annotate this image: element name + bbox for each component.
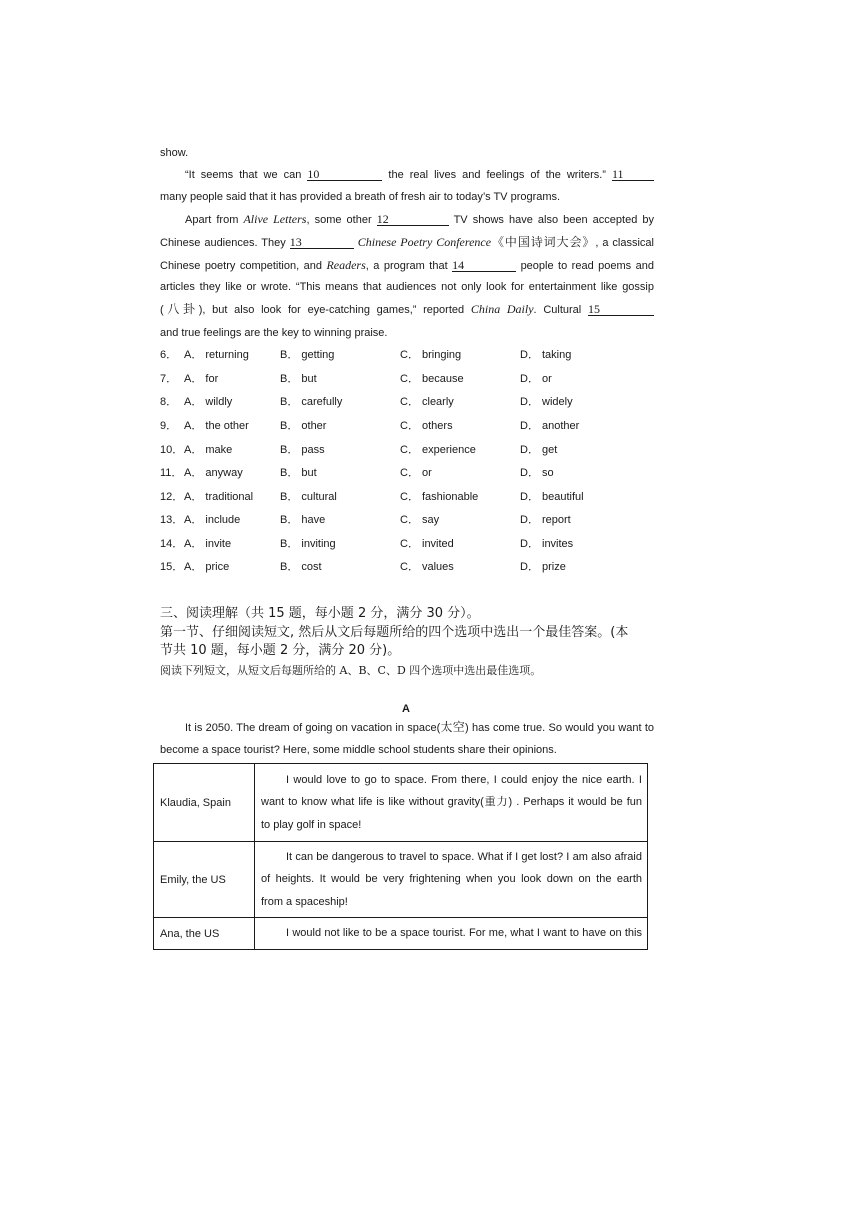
passage-text: ) has come true. So would you want to <box>465 722 654 734</box>
question-13 <box>160 513 660 527</box>
option-c[interactable]: C． because <box>400 373 464 385</box>
passage-line <box>160 190 654 204</box>
option-a[interactable]: A． anyway <box>184 467 243 479</box>
passage-line <box>160 235 654 250</box>
passage-line <box>160 146 654 160</box>
student-opinion <box>255 764 648 842</box>
passage-text: , some other <box>306 214 372 226</box>
option-a[interactable]: A． invite <box>184 538 232 550</box>
option-c[interactable]: C． bringing <box>400 349 462 361</box>
newspaper-title: China Daily <box>470 302 534 316</box>
question-7 <box>160 372 660 386</box>
blank-15[interactable]: 15 <box>588 303 654 316</box>
option-d[interactable]: D． report <box>520 514 571 526</box>
passage-a-intro <box>185 720 654 735</box>
opinions-table <box>153 763 648 950</box>
option-d[interactable]: D． or <box>520 373 552 385</box>
passage-text: . Cultural <box>533 304 582 316</box>
passage-text: “It seems that we can <box>185 169 302 181</box>
option-b[interactable]: B． but <box>280 373 317 385</box>
passage-text: become a space tourist? Here, some middle school students share their opinions. <box>160 744 557 756</box>
option-b[interactable]: B． cultural <box>280 491 337 503</box>
option-b[interactable]: B． other <box>280 420 327 432</box>
table-row <box>154 764 648 842</box>
passage-text: Chinese poetry competition, and <box>160 260 322 272</box>
question-number: 15． <box>160 561 184 573</box>
opinion-line: I would love to go to space. From there, I could enjoy the nice earth. I <box>286 773 642 786</box>
question-15 <box>160 560 660 574</box>
program-title: Readers <box>326 258 366 272</box>
option-c[interactable]: C． others <box>400 420 453 432</box>
opinion-line: want to know what life is like without gravity(重力) . Perhaps it would be fun <box>261 796 642 809</box>
question-number: 6． <box>160 349 178 361</box>
table-row <box>154 842 648 918</box>
student-opinion <box>255 918 648 950</box>
option-d[interactable]: D． beautiful <box>520 491 584 503</box>
passage-line <box>185 212 654 227</box>
question-9 <box>160 419 660 433</box>
option-c[interactable]: C． say <box>400 514 440 526</box>
passage-text: , a program that <box>365 260 448 272</box>
option-d[interactable]: D． widely <box>520 396 573 408</box>
question-number: 12． <box>160 491 184 503</box>
passage-text: Apart from <box>185 214 239 226</box>
passage-line <box>160 326 654 340</box>
passage-text: show. <box>160 147 189 159</box>
option-c[interactable]: C． or <box>400 467 432 479</box>
option-c[interactable]: C． clearly <box>400 396 454 408</box>
option-a[interactable]: A． include <box>184 514 241 526</box>
question-14 <box>160 537 660 551</box>
option-b[interactable]: B． but <box>280 467 317 479</box>
opinion-line: I would not like to be a space tourist. For me, what I want to have on this <box>286 927 642 940</box>
chinese-word: 八卦 <box>163 302 199 316</box>
blank-11[interactable]: 11 <box>612 168 654 181</box>
option-b[interactable]: B． getting <box>280 349 335 361</box>
chinese-title: 《中国诗词大会》 <box>491 235 596 249</box>
passage-text: Chinese audiences. They <box>160 237 286 249</box>
option-a[interactable]: A． make <box>184 444 233 456</box>
option-d[interactable]: D． get <box>520 444 558 456</box>
question-12 <box>160 490 660 504</box>
opinion-line: of heights. It would be very frightening when you look down on the earth <box>261 873 642 886</box>
passage-text: ( <box>160 304 164 316</box>
blank-14[interactable]: 14 <box>452 259 516 272</box>
reading-instruction: 阅读下列短文，从短文后每题所给的 A、B、C、D 四个选项中选出最佳选项。 <box>160 664 542 677</box>
table-row <box>154 918 648 950</box>
option-d[interactable]: D． another <box>520 420 580 432</box>
student-name: Ana, the US <box>154 918 255 950</box>
question-number: 13． <box>160 514 184 526</box>
chinese-word: 太空 <box>440 720 466 734</box>
option-b[interactable]: B． pass <box>280 444 325 456</box>
option-a[interactable]: A． returning <box>184 349 249 361</box>
question-10 <box>160 443 660 457</box>
option-a[interactable]: A． traditional <box>184 491 254 503</box>
passage-text: people to read poems and <box>520 260 654 272</box>
question-number: 11． <box>160 467 183 479</box>
passage-text: the real lives and feelings of the writers.” <box>388 169 606 181</box>
program-title: Alive Letters <box>243 212 307 226</box>
option-b[interactable]: B． cost <box>280 561 322 573</box>
option-c[interactable]: C． fashionable <box>400 491 479 503</box>
passage-line <box>185 168 654 182</box>
option-d[interactable]: D． taking <box>520 349 572 361</box>
question-8 <box>160 395 660 409</box>
opinion-line: It can be dangerous to travel to space. What if I get lost? I am also afraid <box>286 850 642 863</box>
passage-text: TV shows have also been accepted by <box>453 214 655 226</box>
question-6 <box>160 348 660 362</box>
passage-text: articles they like or wrote. “This means that audiences not only look for entertainment like gossip <box>160 281 654 293</box>
passage-line <box>160 280 654 294</box>
option-d[interactable]: D． so <box>520 467 554 479</box>
student-opinion <box>255 842 648 918</box>
student-name: Klaudia, Spain <box>154 764 255 842</box>
question-number: 8． <box>160 396 178 408</box>
option-b[interactable]: B． carefully <box>280 396 343 408</box>
blank-10[interactable]: 10 <box>307 168 382 181</box>
option-b[interactable]: B． inviting <box>280 538 336 550</box>
blank-12[interactable]: 12 <box>377 213 449 226</box>
option-a[interactable]: A． for <box>184 373 219 385</box>
option-a[interactable]: A． the other <box>184 420 249 432</box>
option-a[interactable]: A． price <box>184 561 230 573</box>
part-heading-cont: 节共 10 题，每小题 2 分，满分 20 分)。 <box>160 643 401 658</box>
section-title: 三、阅读理解（共 15 题，每小题 2 分，满分 30 分）。 <box>160 606 480 621</box>
option-c[interactable]: C． experience <box>400 444 476 456</box>
option-c[interactable]: C． invited <box>400 538 454 550</box>
question-number: 10． <box>160 444 184 456</box>
opinion-line: to play golf in space! <box>261 818 362 831</box>
passage-text: It is 2050. The dream of going on vacation in space( <box>185 722 441 734</box>
program-title: Chinese Poetry Conference <box>357 235 492 249</box>
option-c[interactable]: C． values <box>400 561 454 573</box>
opinion-line: from a spaceship! <box>261 895 348 908</box>
question-number: 9． <box>160 420 178 432</box>
passage-line <box>160 258 654 273</box>
blank-13[interactable]: 13 <box>290 236 354 249</box>
option-b[interactable]: B． have <box>280 514 326 526</box>
passage-text: and true feelings are the key to winning praise. <box>160 327 388 339</box>
option-d[interactable]: D． invites <box>520 538 574 550</box>
passage-label: A <box>402 703 410 715</box>
passage-text: ), but also look for eye-catching games,” reported <box>198 304 465 316</box>
question-11 <box>160 466 660 480</box>
option-a[interactable]: A． wildly <box>184 396 233 408</box>
passage-line <box>160 302 654 317</box>
option-d[interactable]: D． prize <box>520 561 566 573</box>
passage-text: , a classical <box>595 237 654 249</box>
student-name: Emily, the US <box>154 842 255 918</box>
passage-text: many people said that it has provided a breath of fresh air to today’s TV programs. <box>160 191 561 203</box>
part-heading: 第一节、仔细阅读短文, 然后从文后每题所给的四个选项中选出一个最佳答案。(本 <box>160 625 629 640</box>
passage-a-intro <box>160 743 654 757</box>
question-number: 7． <box>160 373 178 385</box>
question-number: 14． <box>160 538 184 550</box>
